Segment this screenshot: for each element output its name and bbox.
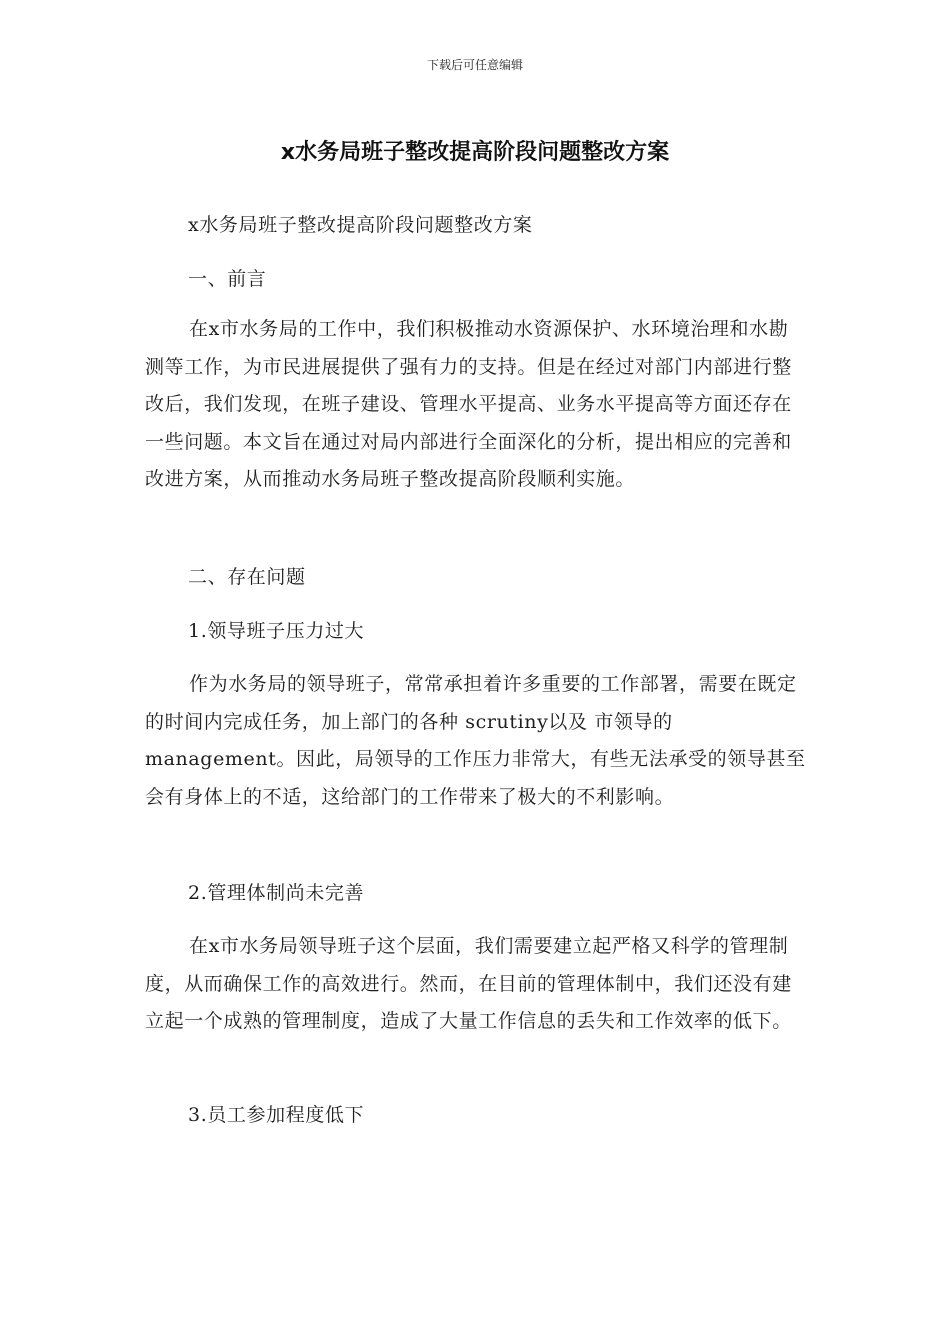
document-title: x水务局班子整改提高阶段问题整改方案 — [280, 140, 670, 165]
item-heading-3: 3.员工参加程度低下 — [188, 1104, 365, 1126]
paragraph-preface — [145, 311, 807, 499]
paragraph-item-1 — [145, 666, 807, 816]
item-heading-2: 2.管理体制尚未完善 — [188, 882, 365, 904]
header-note: 下载后可任意编辑 — [426, 58, 523, 72]
paragraph-item-2 — [145, 928, 807, 1041]
paragraph-text: 在x市水务局的工作中，我们积极推动水资源保护、水环境治理和水勘测等工作，为市民进展提供了强有力的支持。但是在经过对部门内部进行整改后，我们发现，在班子建设、管理水平提高、业务水平提高等方面还存在一些问题。本文旨在通过对局内部进行全面深化的分析，提出相应的完善和改进方案，从而推动水务局班子整改提高阶段顺利实施。 — [145, 318, 792, 490]
section-heading-problems: 二、存在问题 — [188, 566, 306, 588]
item-heading-1: 1.领导班子压力过大 — [188, 620, 365, 642]
paragraph-text: 作为水务局的领导班子，常常承担着许多重要的工作部署，需要在既定的时间内完成任务，加上部门的各种 scrutiny以及 市领导的 management。因此，局领导的工作压力非常大，有些无法承受的领导甚至会有身体上的不适，这给部门的工作带来了极大的不利影响。 — [145, 673, 806, 808]
section-heading-preface: 一、前言 — [188, 268, 267, 290]
document-subtitle: x水务局班子整改提高阶段问题整改方案 — [188, 214, 533, 236]
paragraph-text: 在x市水务局领导班子这个层面，我们需要建立起严格又科学的管理制度，从而确保工作的高效进行。然而，在目前的管理体制中，我们还没有建立起一个成熟的管理制度，造成了大量工作信息的丢失和工作效率的低下。 — [145, 935, 792, 1032]
